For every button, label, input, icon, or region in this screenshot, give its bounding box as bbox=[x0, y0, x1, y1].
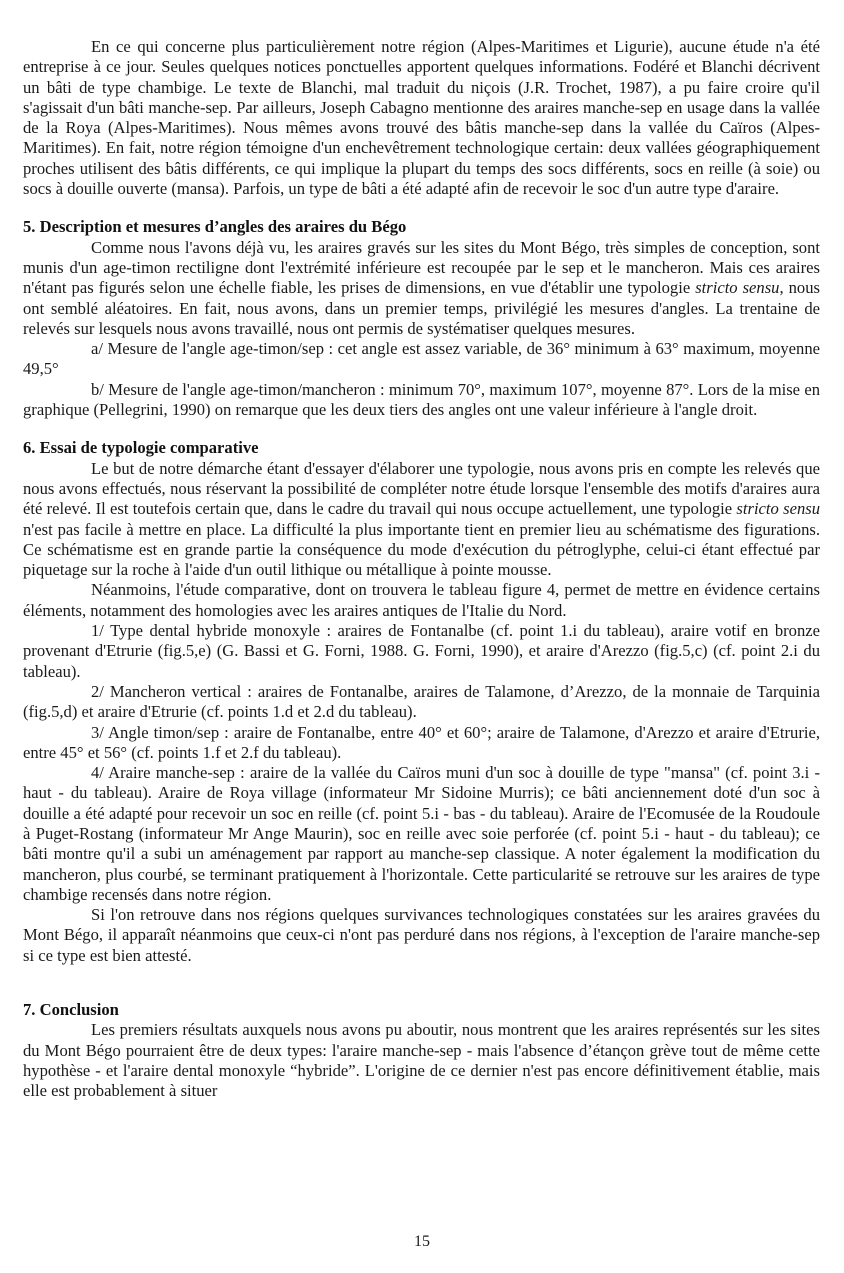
section-6-paragraph-3: 1/ Type dental hybride monoxyle : araires de Fontanalbe (cf. point 1.i du tableau), araire votif en bronze provenant d'Etrurie (fig.5,e) (G. Bassi et G. Forni, 1988. G. Forni, 1990), et araire d'Arezzo (fig.5,c) (cf. point 2.i du tableau). bbox=[23, 621, 820, 681]
section-7-heading: 7. Conclusion bbox=[23, 1000, 119, 1020]
page-number: 15 bbox=[414, 1233, 430, 1250]
text-span: Le but de notre démarche étant d'essayer d'élaborer une typologie, nous avons pris en compte les relevés que nous avons effectués, nous réservant la possibilité de compléter notre étude lorsque l'ensemble des motifs d'araires aura été relevé. Il est toutefois certain que, dans le cadre du travail qui nous occupe actuellement, une typologie bbox=[23, 458, 820, 519]
section-5-paragraph-3: b/ Mesure de l'angle age-timon/mancheron : minimum 70°, maximum 107°, moyenne 87°. Lors de la mise en graphique (Pellegrini, 1990) on remarque que les deux tiers des angles ont une valeur inférieure à l'angle droit. bbox=[23, 379, 820, 420]
text-span: , nous ont semblé aléatoires. En fait, nous avons, dans un premier temps, privilégié les mesures d'angles. La trentaine de relevés sur lesquels nous avons travaillé, nous ont permis de systématiser quelques mesures. bbox=[23, 278, 820, 338]
section-5-paragraph-1 bbox=[23, 238, 820, 339]
spacer bbox=[23, 966, 820, 1000]
spacer bbox=[23, 199, 820, 217]
intro-paragraph: En ce qui concerne plus particulièrement notre région (Alpes-Maritimes et Ligurie), aucune étude n'a été entreprise à ce jour. Seules quelques notices ponctuelles apportent quelques informations. Fodéré et Blanchi décrivent un bâti de type chambige. Le texte de Blanchi, mal traduit du niçois (J.R. Trochet, 1987), a pu faire croire qu'il s'agissait d'un bâti manche-sep. Par ailleurs, Joseph Cabagno mentionne des araires manche-sep en usage dans la vallée de la Roya (Alpes-Maritimes). Nous mêmes avons trouvé des bâtis manche-sep dans la vallée du Caïros (Alpes-Maritimes). En fait, notre région témoigne d'un enchevêtrement technologique certain: deux vallées géographiquement proches utilisent des bâtis différents, ce qui implique la plupart du temps des socs différents, socs en reille (à soie) ou socs à douille ouverte (mansa). Parfois, un type de bâti a été adapté afin de recevoir le soc d'un autre type d'araire. bbox=[23, 37, 820, 199]
section-6-paragraph-1 bbox=[23, 459, 820, 581]
section-6-heading: 6. Essai de typologie comparative bbox=[23, 438, 259, 458]
document-page bbox=[23, 37, 820, 1102]
section-6-paragraph-7: Si l'on retrouve dans nos régions quelques survivances technologiques constatées sur les araires gravées du Mont Bégo, il apparaît néanmoins que ceux-ci n'ont pas perduré dans nos régions, à l'exception de l'araire manche-sep si ce type est bien attesté. bbox=[23, 905, 820, 965]
section-6-paragraph-2: Néanmoins, l'étude comparative, dont on trouvera le tableau figure 4, permet de mettre en évidence certains éléments, notamment des homologies avec les araires antiques de l'Italie du Nord. bbox=[23, 580, 820, 620]
spacer bbox=[23, 420, 820, 438]
italic-term: stricto sensu bbox=[695, 278, 780, 298]
section-6-paragraph-4: 2/ Mancheron vertical : araires de Fontanalbe, araires de Talamone, d’Arezzo, de la monnaie de Tarquinia (fig.5,d) et araire d'Etrurie (cf. points 1.d et 2.d du tableau). bbox=[23, 681, 820, 722]
section-6-paragraph-6: 4/ Araire manche-sep : araire de la vallée du Caïros muni d'un soc à douille de type "mansa" (cf. point 3.i - haut - du tableau). Araire de Roya village (informateur Mr Sidoine Murris); ce bâti anciennement doté d'un soc à douille a été adapté pour recevoir un soc en reille (cf. point 5.i - bas - du tableau). Araire de l'Ecomusée de la Roudoule à Puget-Rostang (informateur Mr Ange Maurin), soc en reille avec soie perforée (cf. point 5.i - haut - du tableau); ce bâti montre qu'il a subi un aménagement par rapport au manche-sep classique. A noter également la modification du mancheron, plus courbé, se terminant pratiquement à l'horizontale. Cette particularité se retrouve sur les araires de type chambige recensés dans notre région. bbox=[23, 763, 820, 904]
text-span: n'est pas facile à mettre en place. La difficulté la plus importante tient en premier lieu au schématisme des figurations. Ce schématisme est en grande partie la conséquence du mode d'exécution du pétroglyphe, celui-ci étant effectué par piquetage sur la roche à l'aide d'un outil lithique ou métallique à pointe mousse. bbox=[23, 519, 820, 580]
section-6-paragraph-5: 3/ Angle timon/sep : araire de Fontanalbe, entre 40° et 60°; araire de Talamone, d'Arezzo et araire d'Etrurie, entre 45° et 56° (cf. points 1.f et 2.f du tableau). bbox=[23, 722, 820, 762]
section-5-heading: 5. Description et mesures d’angles des araires du Bégo bbox=[23, 217, 407, 237]
section-7-paragraph-1: Les premiers résultats auxquels nous avons pu aboutir, nous montrent que les araires représentés sur les sites du Mont Bégo pourraient être de deux types: l'araire manche-sep - mais l'absence d’étançon grève tout de même cette hypothèse - et l'araire dental monoxyle “hybride”. L'origine de ce dernier n'est pas encore définitivement établie, mais elle est probablement à situer bbox=[23, 1020, 820, 1101]
section-5-paragraph-2: a/ Mesure de l'angle age-timon/sep : cet angle est assez variable, de 36° minimum à 63° maximum, moyenne 49,5° bbox=[23, 339, 820, 379]
italic-term: stricto sensu bbox=[736, 499, 820, 519]
text-span: Comme nous l'avons déjà vu, les araires gravés sur les sites du Mont Bégo, très simples de conception, sont munis d'un age-timon rectiligne dont l'extrémité inférieure est recoupée par le sep et le mancheron. Mais ces araires n'étant pas figurés selon une échelle fiable, les prises de dimensions, en vue d'établir une typologie bbox=[23, 237, 820, 298]
